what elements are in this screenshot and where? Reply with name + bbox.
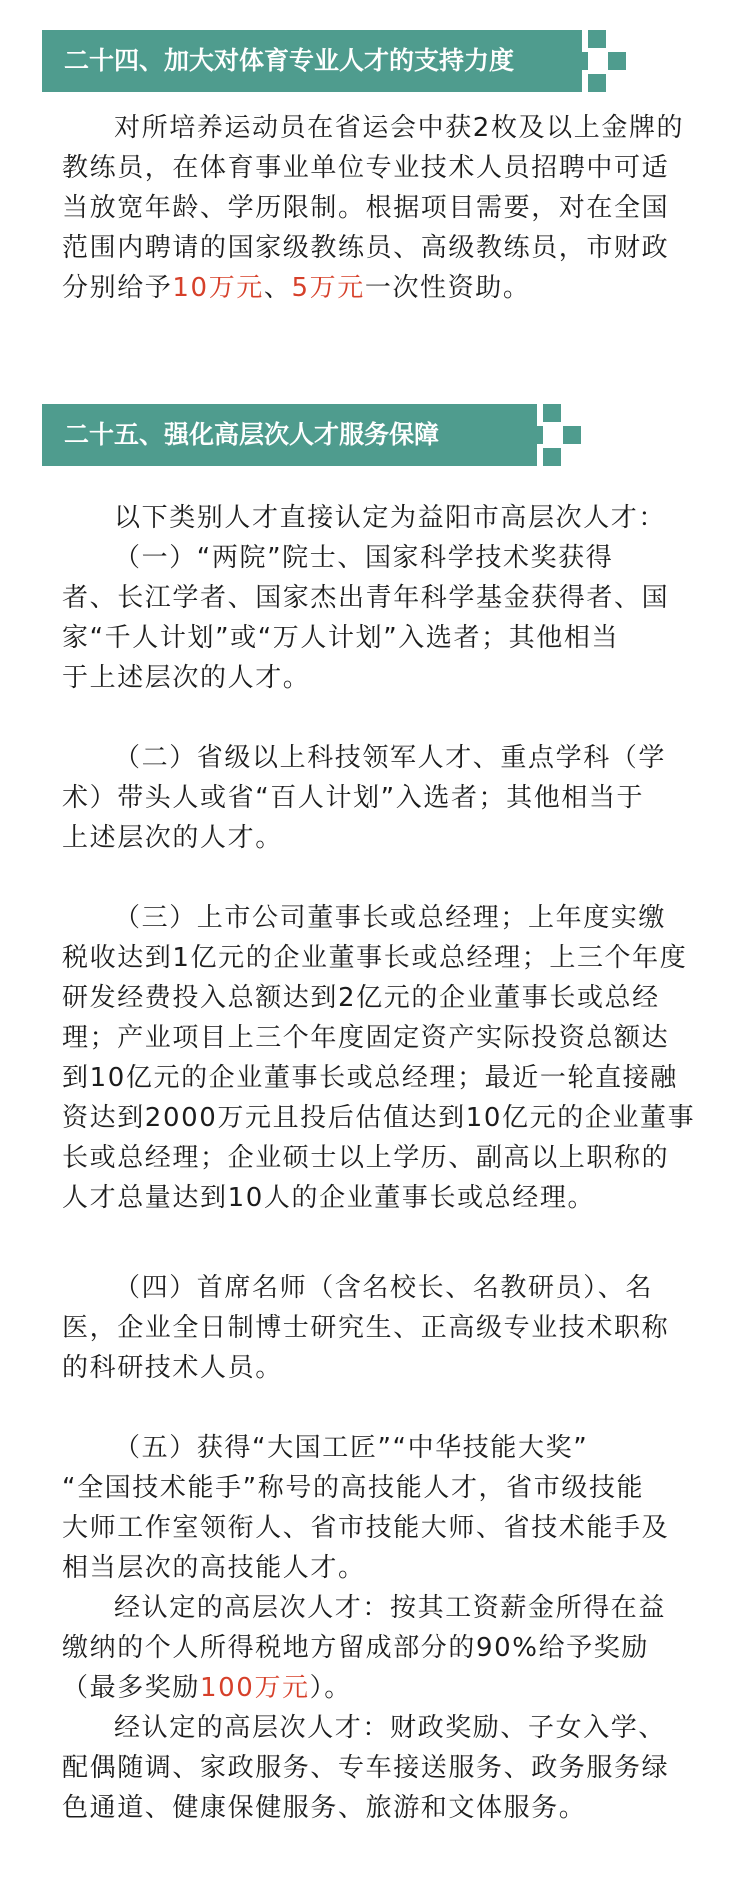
text-line: 大师工作室领衔人、省市技能大师、省技术能手及 — [62, 1513, 670, 1543]
item-3 — [62, 898, 696, 1218]
section-24-body — [62, 108, 685, 308]
text-line: 到10亿元的企业董事长或总经理；最近一轮直接融 — [62, 1063, 678, 1093]
section-25-intro — [62, 498, 682, 538]
reward-cap-amount: 100万元 — [200, 1673, 310, 1703]
item-2 — [62, 738, 682, 858]
text-line: 经认定的高层次人才：按其工资薪金所得在益 — [114, 1593, 667, 1623]
text-line: 家“千人计划”或“万人计划”入选者；其他相当 — [62, 623, 620, 653]
text-line — [62, 268, 682, 308]
text-line: 研发经费投入总额达到2亿元的企业董事长或总经 — [62, 983, 660, 1013]
banner-bar — [42, 404, 537, 466]
decor-square — [570, 52, 588, 70]
text-line: 配偶随调、家政服务、专车接送服务、政务服务绿 — [62, 1753, 670, 1783]
text-line: 教练员，在体育事业单位专业技术人员招聘中可适 — [62, 153, 670, 183]
text-line: （一）“两院”院士、国家科学技术奖获得 — [114, 543, 614, 573]
decor-square — [543, 448, 561, 466]
text-run: 一次性资助。 — [364, 273, 531, 303]
text-line — [62, 1668, 682, 1708]
text-line: 者、长江学者、国家杰出青年科学基金获得者、国 — [62, 583, 670, 613]
text-line: （五）获得“大国工匠”“中华技能大奖” — [114, 1433, 589, 1463]
text-line: 的科研技术人员。 — [62, 1353, 283, 1383]
grant-amount-national: 10万元 — [172, 273, 264, 303]
text-line: 色通道、健康保健服务、旅游和文体服务。 — [62, 1793, 587, 1823]
text-line: 税收达到1亿元的企业董事长或总经理；上三个年度 — [62, 943, 688, 973]
text-line: 经认定的高层次人才：财政奖励、子女入学、 — [114, 1713, 667, 1743]
text-line: 范围内聘请的国家级教练员、高级教练员，市财政 — [62, 233, 670, 263]
section-24-banner — [42, 30, 626, 92]
decor-square — [525, 426, 543, 444]
text-line: 以下类别人才直接认定为益阳市高层次人才： — [114, 503, 667, 533]
text-line: 缴纳的个人所得税地方留成部分的90%给予奖励 — [62, 1633, 649, 1663]
text-run: （最多奖励 — [62, 1673, 201, 1703]
decor-square — [563, 426, 581, 444]
services-paragraph — [62, 1708, 682, 1828]
text-line: （二）省级以上科技领军人才、重点学科（学 — [114, 743, 667, 773]
text-line: 资达到2000万元且投后估值达到10亿元的企业董事 — [62, 1103, 696, 1133]
text-run: 分别给予 — [62, 273, 173, 303]
text-line: 医，企业全日制博士研究生、正高级专业技术职称 — [62, 1313, 670, 1343]
text-run: ）。 — [309, 1673, 352, 1703]
section-24-title: 二十四、加大对体育专业人才的支持力度 — [64, 46, 515, 75]
text-line: （三）上市公司董事长或总经理；上年度实缴 — [114, 903, 667, 933]
text-line: 当放宽年龄、学历限制。根据项目需要，对在全国 — [62, 193, 670, 223]
text-line: 相当层次的高技能人才。 — [62, 1553, 366, 1583]
item-5 — [62, 1428, 682, 1588]
grant-amount-senior: 5万元 — [291, 273, 365, 303]
decor-square — [588, 74, 606, 92]
banner-bar — [42, 30, 582, 92]
section-25-title: 二十五、强化高层次人才服务保障 — [64, 420, 440, 449]
text-line: 对所培养运动员在省运会中获2枚及以上金牌的 — [114, 113, 685, 143]
decor-square — [543, 404, 561, 422]
text-line: 术）带头人或省“百人计划”入选者；其他相当于 — [62, 783, 645, 813]
text-line: 于上述层次的人才。 — [62, 663, 311, 693]
text-line: （四）首席名师（含名校长、名教研员）、名 — [114, 1273, 654, 1303]
reward-paragraph — [62, 1588, 682, 1708]
text-line: “全国技术能手”称号的高技能人才，省市级技能 — [62, 1473, 645, 1503]
section-25-banner — [42, 404, 626, 466]
decor-square — [588, 30, 606, 48]
item-1 — [62, 538, 682, 698]
text-line: 上述层次的人才。 — [62, 823, 283, 853]
decor-square — [608, 52, 626, 70]
text-line: 长或总经理；企业硕士以上学历、副高以上职称的 — [62, 1143, 670, 1173]
text-line: 人才总量达到10人的企业董事长或总经理。 — [62, 1183, 596, 1213]
item-4 — [62, 1268, 682, 1388]
text-run: 、 — [263, 273, 292, 303]
text-line: 理；产业项目上三个年度固定资产实际投资总额达 — [62, 1023, 670, 1053]
